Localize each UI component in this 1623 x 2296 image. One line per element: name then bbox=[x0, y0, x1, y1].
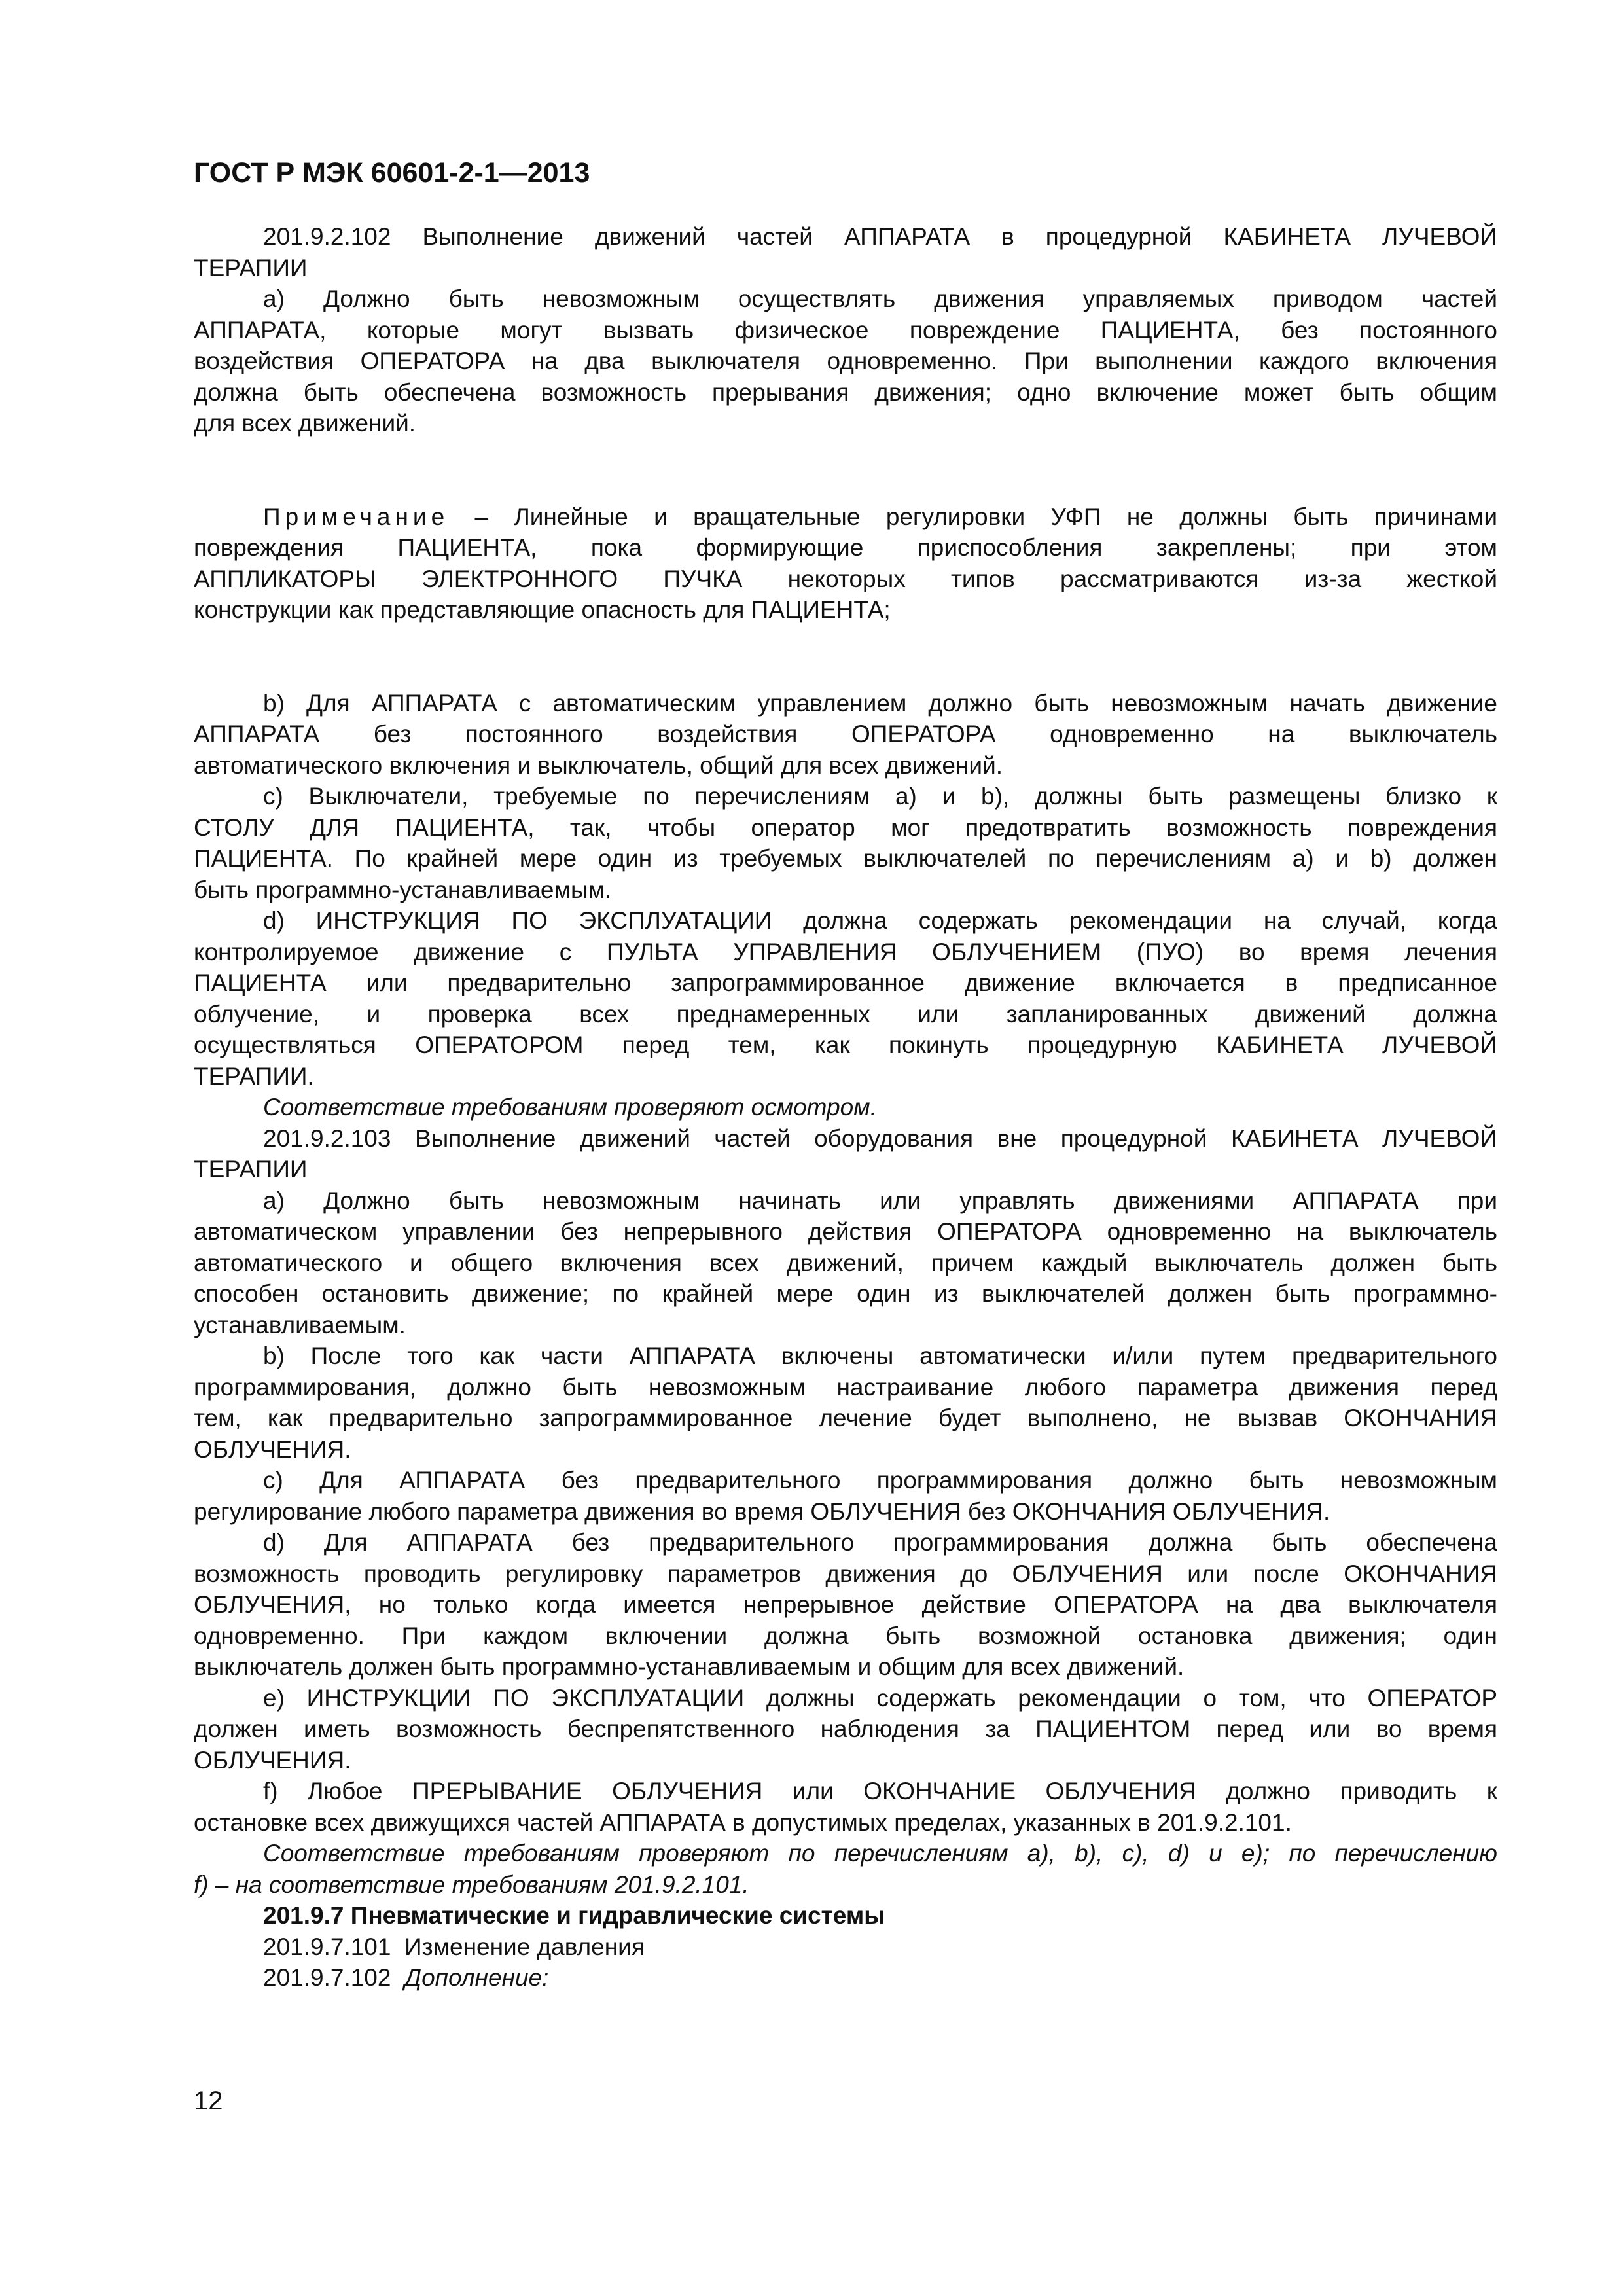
text-line: d) ИНСТРУКЦИЯ ПО ЭКСПЛУАТАЦИИ должна содержать рекомендации на случай, когда bbox=[263, 907, 1497, 934]
text-line: быть программно-устанавливаемым. bbox=[194, 876, 612, 903]
text-line: ПАЦИЕНТА. По крайней мере один из требуемых выключателей по перечислениям а) и b) должен bbox=[194, 845, 1497, 872]
text-line: автоматическом управлении без непрерывного действия ОПЕРАТОРА одновременно на выключатель bbox=[194, 1218, 1497, 1245]
text-line: одновременно. При каждом включении должна быть возможной остановка движения; один bbox=[194, 1622, 1497, 1649]
text-line: выключатель должен быть программно-устанавливаемым и общим для всех движений. bbox=[194, 1653, 1185, 1680]
text-line: облучение, и проверка всех преднамеренных или запланированных движений должна bbox=[194, 1000, 1497, 1028]
note-text: – Линейные и вращательные регулировки УФП не должны быть причинами bbox=[474, 503, 1498, 530]
subsection-number: 201.9.7.102 bbox=[263, 1964, 391, 1991]
text-line: остановке всех движущихся частей АППАРАТА в допустимых пределах, указанных в 201.9.2.101. bbox=[194, 1808, 1292, 1836]
compliance-line: Соответствие требованиям проверяют по перечислениям а), b), c), d) и е); по перечислению bbox=[263, 1840, 1497, 1867]
subsection-title: Изменение давления bbox=[404, 1933, 645, 1960]
note-line bbox=[194, 501, 1497, 533]
text-line: АППАРАТА, которые могут вызвать физическое повреждение ПАЦИЕНТА, без постоянного bbox=[194, 316, 1497, 344]
subsection-line bbox=[194, 1931, 1497, 1963]
text-line: контролируемое движение с ПУЛЬТА УПРАВЛЕНИЯ ОБЛУЧЕНИЕМ (ПУО) во время лечения bbox=[194, 938, 1497, 965]
document-body bbox=[194, 221, 1497, 1994]
spacer bbox=[194, 439, 1497, 501]
text-line: с) Для АППАРАТА без предварительного программирования должно быть невозможным bbox=[263, 1467, 1497, 1494]
text-line: а) Должно быть невозможным начинать или управлять движениями АППАРАТА при bbox=[263, 1187, 1497, 1214]
text-line: f) Любое ПРЕРЫВАНИЕ ОБЛУЧЕНИЯ или ОКОНЧАНИЕ ОБЛУЧЕНИЯ должно приводить к bbox=[263, 1778, 1497, 1804]
text-line: воздействия ОПЕРАТОРА на два выключателя одновременно. При выполнении каждого включения bbox=[194, 348, 1497, 374]
subsection-number: 201.9.7.101 bbox=[263, 1933, 391, 1960]
document-header: ГОСТ Р МЭК 60601-2-1—2013 bbox=[194, 157, 590, 188]
text-line: ТЕРАПИИ bbox=[194, 254, 308, 281]
text-line: автоматического и общего включения всех движений, причем каждый выключатель должен быть bbox=[194, 1249, 1497, 1276]
text-line: ТЕРАПИИ bbox=[194, 1156, 308, 1183]
text-line: ОБЛУЧЕНИЯ. bbox=[194, 1435, 351, 1463]
subsection-line bbox=[194, 1962, 1497, 1994]
text-line: с) Выключатели, требуемые по перечислениям а) и b), должны быть размещены близко к bbox=[263, 783, 1497, 810]
text-line: осуществляться ОПЕРАТОРОМ перед тем, как покинуть процедурную КАБИНЕТА ЛУЧЕВОЙ bbox=[194, 1031, 1497, 1058]
text-line: должна быть обеспечена возможность прерывания движения; одно включение может быть общим bbox=[194, 378, 1497, 406]
text-line: а) Должно быть невозможным осуществлять движения управляемых приводом частей bbox=[263, 285, 1497, 312]
text-line: b) Для АППАРАТА с автоматическим управлением должно быть невозможным начать движение bbox=[263, 689, 1497, 717]
compliance-line: Соответствие требованиям проверяют осмотром. bbox=[263, 1094, 877, 1121]
text-line: должен иметь возможность беспрепятственного наблюдения за ПАЦИЕНТОМ перед или во время bbox=[194, 1715, 1497, 1742]
text-line: ПАЦИЕНТА или предварительно запрограммированное движение включается в предписанное bbox=[194, 969, 1497, 996]
text-line: устанавливаемым. bbox=[194, 1311, 406, 1338]
text-line: для всех движений. bbox=[194, 410, 416, 437]
text-line: программирования, должно быть невозможным настраивание любого параметра движения перед bbox=[194, 1373, 1497, 1401]
text-line: 201.9.2.102 Выполнение движений частей АППАРАТА в процедурной КАБИНЕТА ЛУЧЕВОЙ bbox=[263, 223, 1497, 250]
spacer bbox=[194, 626, 1497, 688]
text-line: ОБЛУЧЕНИЯ. bbox=[194, 1746, 351, 1774]
subsection-title: Дополнение: bbox=[404, 1964, 549, 1991]
text-line: ТЕРАПИИ. bbox=[194, 1062, 314, 1090]
text-line: е) ИНСТРУКЦИИ ПО ЭКСПЛУАТАЦИИ должны содержать рекомендации о том, что ОПЕРАТОР bbox=[263, 1684, 1497, 1712]
text-line: возможность проводить регулировку параметров движения до ОБЛУЧЕНИЯ или после ОКОНЧАНИЯ bbox=[194, 1560, 1497, 1587]
text-line: автоматического включения и выключатель, общий для всех движений. bbox=[194, 751, 1003, 779]
text-line: ОБЛУЧЕНИЯ, но только когда имеется непрерывное действие ОПЕРАТОРА на два выключателя bbox=[194, 1591, 1497, 1618]
note-line: повреждения ПАЦИЕНТА, пока формирующие приспособления закреплены; при этом bbox=[194, 534, 1497, 561]
text-line: 201.9.2.103 Выполнение движений частей оборудования вне процедурной КАБИНЕТА ЛУЧЕВОЙ bbox=[263, 1124, 1497, 1152]
text-line: d) Для АППАРАТА без предварительного программирования должна быть обеспечена bbox=[263, 1529, 1497, 1556]
text-line: b) После того как части АППАРАТА включены автоматически и/или путем предварительного bbox=[263, 1342, 1497, 1369]
compliance-line: f) – на соответствие требованиям 201.9.2.101. bbox=[194, 1871, 749, 1898]
note-line: конструкции как представляющие опасность для ПАЦИЕНТА; bbox=[194, 596, 891, 623]
section-heading: 201.9.7 Пневматические и гидравлические системы bbox=[263, 1902, 885, 1929]
text-line: СТОЛУ ДЛЯ ПАЦИЕНТА, так, чтобы оператор мог предотвратить возможность повреждения bbox=[194, 814, 1497, 841]
text-line: тем, как предварительно запрограммированное лечение будет выполнено, не вызвав ОКОНЧАНИЯ bbox=[194, 1405, 1497, 1431]
text-line: АППАРАТА без постоянного воздействия ОПЕРАТОРА одновременно на выключатель bbox=[194, 721, 1497, 747]
text-line: регулирование любого параметра движения во время ОБЛУЧЕНИЯ без ОКОНЧАНИЯ ОБЛУЧЕНИЯ. bbox=[194, 1498, 1330, 1525]
text-line: способен остановить движение; по крайней мере один из выключателей должен быть программно- bbox=[194, 1280, 1497, 1307]
note-line: АППЛИКАТОРЫ ЭЛЕКТРОННОГО ПУЧКА некоторых типов рассматриваются из-за жесткой bbox=[194, 565, 1497, 592]
page-number: 12 bbox=[194, 2087, 223, 2115]
note-label: Примечание bbox=[263, 503, 450, 530]
